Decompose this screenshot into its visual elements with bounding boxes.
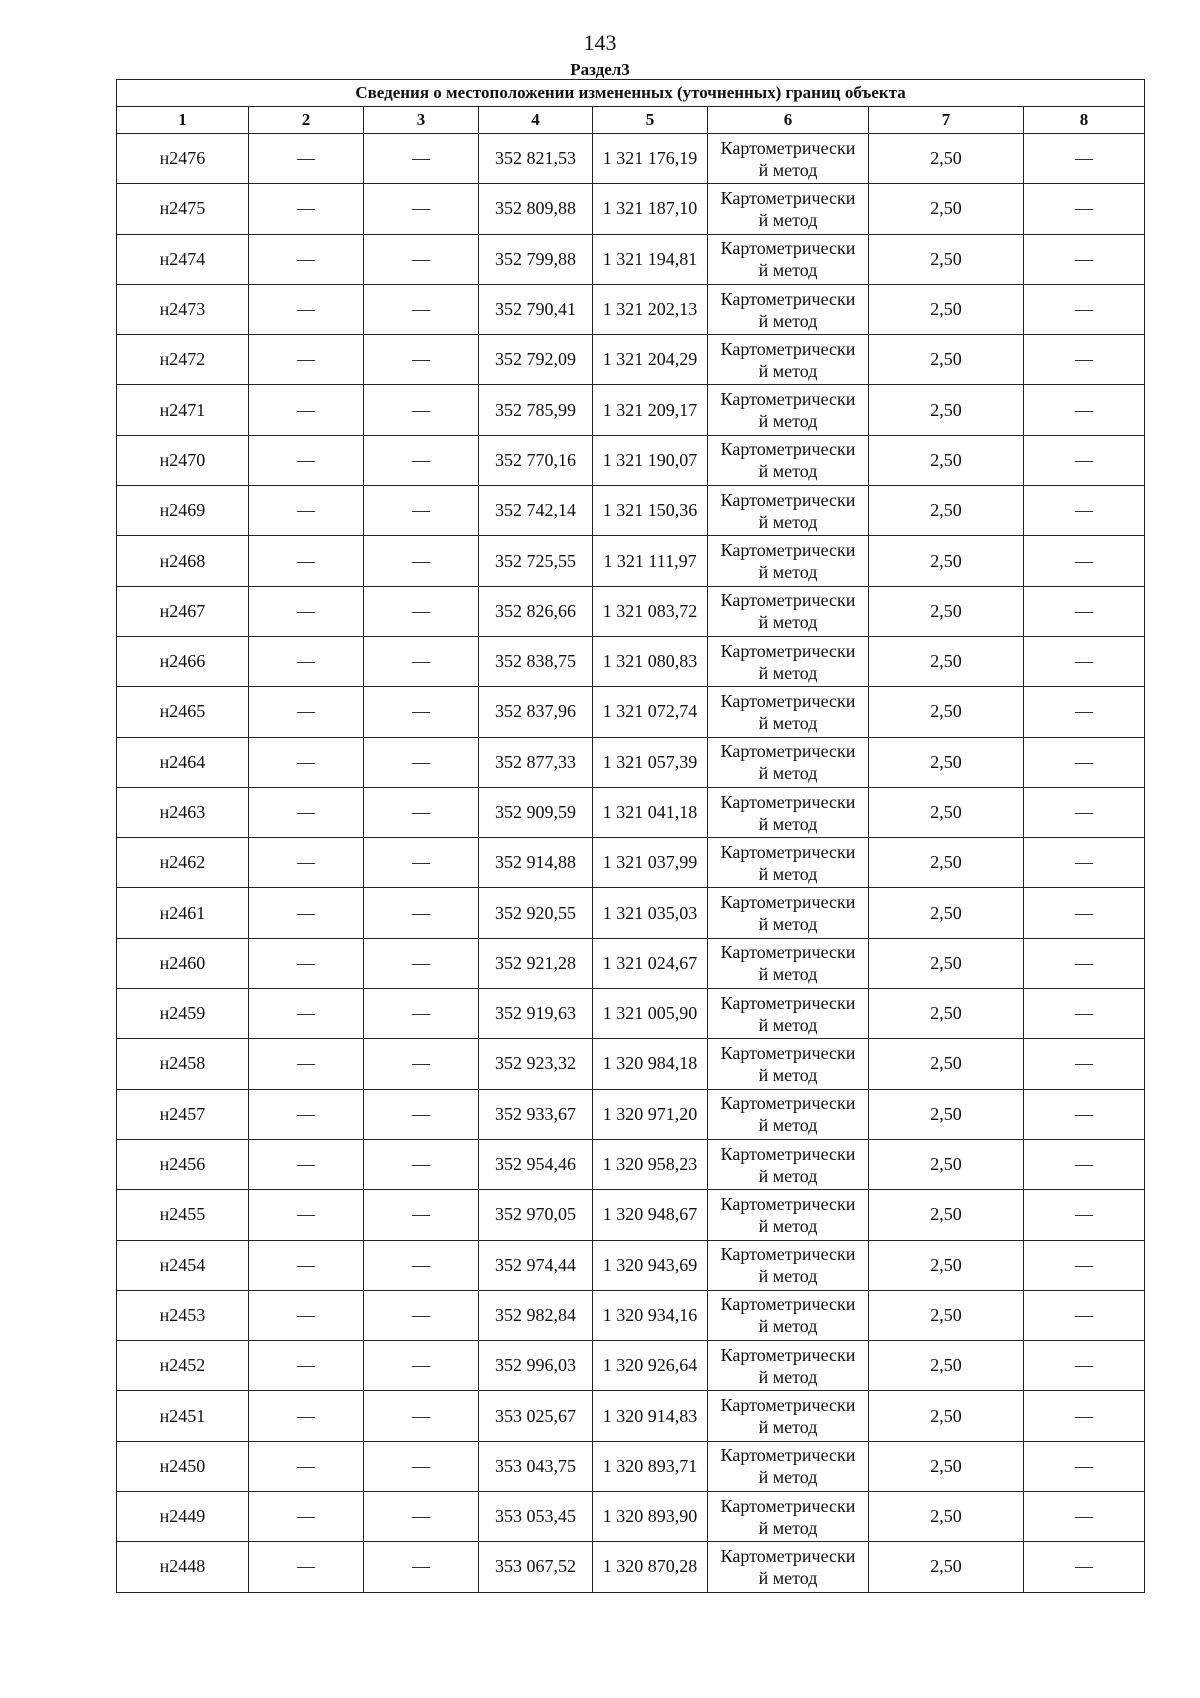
dash-cell: — — [249, 838, 364, 888]
dash-cell: — — [249, 989, 364, 1039]
dash-cell: — — [364, 335, 479, 385]
dash-cell: — — [1024, 1290, 1145, 1340]
column-number: 1 — [117, 107, 249, 134]
table-title: Сведения о местоположении измененных (уточненных) границ объекта — [117, 80, 1145, 107]
y-coordinate-cell: 1 320 914,83 — [593, 1391, 708, 1441]
point-name-cell: н2466 — [117, 636, 249, 686]
accuracy-cell: 2,50 — [869, 989, 1024, 1039]
dash-cell: — — [364, 586, 479, 636]
column-number: 3 — [364, 107, 479, 134]
table-row — [117, 385, 1145, 435]
dash-cell: — — [1024, 335, 1145, 385]
table-row — [117, 1139, 1145, 1189]
dash-cell: — — [249, 1139, 364, 1189]
point-name-cell: н2462 — [117, 838, 249, 888]
x-coordinate-cell: 352 877,33 — [479, 737, 593, 787]
point-name-cell: н2459 — [117, 989, 249, 1039]
table-row — [117, 1341, 1145, 1391]
dash-cell: — — [249, 1190, 364, 1240]
dash-cell: — — [1024, 636, 1145, 686]
method-cell: Картометрически й метод — [708, 234, 869, 284]
dash-cell: — — [249, 134, 364, 184]
table-row — [117, 636, 1145, 686]
dash-cell: — — [364, 184, 479, 234]
dash-cell: — — [1024, 938, 1145, 988]
accuracy-cell: 2,50 — [869, 838, 1024, 888]
dash-cell: — — [1024, 284, 1145, 334]
dash-cell: — — [249, 1441, 364, 1491]
accuracy-cell: 2,50 — [869, 284, 1024, 334]
accuracy-cell: 2,50 — [869, 1089, 1024, 1139]
dash-cell: — — [1024, 586, 1145, 636]
x-coordinate-cell: 352 742,14 — [479, 486, 593, 536]
dash-cell: — — [364, 1341, 479, 1391]
y-coordinate-cell: 1 320 893,71 — [593, 1441, 708, 1491]
y-coordinate-cell: 1 320 934,16 — [593, 1290, 708, 1340]
method-cell: Картометрически й метод — [708, 838, 869, 888]
y-coordinate-cell: 1 321 024,67 — [593, 938, 708, 988]
x-coordinate-cell: 352 809,88 — [479, 184, 593, 234]
dash-cell: — — [1024, 1089, 1145, 1139]
table-row — [117, 586, 1145, 636]
accuracy-cell: 2,50 — [869, 1240, 1024, 1290]
table-row — [117, 1391, 1145, 1441]
dash-cell: — — [249, 1290, 364, 1340]
dash-cell: — — [1024, 435, 1145, 485]
point-name-cell: н2458 — [117, 1039, 249, 1089]
point-name-cell: н2457 — [117, 1089, 249, 1139]
point-name-cell: н2449 — [117, 1492, 249, 1542]
method-cell: Картометрически й метод — [708, 486, 869, 536]
table-row — [117, 184, 1145, 234]
dash-cell: — — [1024, 234, 1145, 284]
method-cell: Картометрически й метод — [708, 1290, 869, 1340]
table-row — [117, 1039, 1145, 1089]
dash-cell: — — [249, 536, 364, 586]
method-cell: Картометрически й метод — [708, 1441, 869, 1491]
dash-cell: — — [364, 435, 479, 485]
dash-cell: — — [1024, 737, 1145, 787]
method-cell: Картометрически й метод — [708, 938, 869, 988]
dash-cell: — — [249, 1240, 364, 1290]
table-row — [117, 284, 1145, 334]
y-coordinate-cell: 1 321 202,13 — [593, 284, 708, 334]
x-coordinate-cell: 353 025,67 — [479, 1391, 593, 1441]
accuracy-cell: 2,50 — [869, 1039, 1024, 1089]
table-row — [117, 737, 1145, 787]
dash-cell: — — [249, 1542, 364, 1592]
method-cell: Картометрически й метод — [708, 687, 869, 737]
dash-cell: — — [364, 486, 479, 536]
y-coordinate-cell: 1 321 072,74 — [593, 687, 708, 737]
table-row — [117, 888, 1145, 938]
point-name-cell: н2464 — [117, 737, 249, 787]
dash-cell: — — [364, 636, 479, 686]
y-coordinate-cell: 1 320 958,23 — [593, 1139, 708, 1189]
accuracy-cell: 2,50 — [869, 737, 1024, 787]
column-number: 5 — [593, 107, 708, 134]
x-coordinate-cell: 352 920,55 — [479, 888, 593, 938]
dash-cell: — — [249, 737, 364, 787]
method-cell: Картометрически й метод — [708, 435, 869, 485]
dash-cell: — — [249, 1039, 364, 1089]
x-coordinate-cell: 352 799,88 — [479, 234, 593, 284]
x-coordinate-cell: 352 838,75 — [479, 636, 593, 686]
dash-cell: — — [364, 1039, 479, 1089]
dash-cell: — — [249, 586, 364, 636]
dash-cell: — — [364, 1139, 479, 1189]
x-coordinate-cell: 352 921,28 — [479, 938, 593, 988]
point-name-cell: н2467 — [117, 586, 249, 636]
dash-cell: — — [1024, 787, 1145, 837]
accuracy-cell: 2,50 — [869, 1391, 1024, 1441]
table-row — [117, 486, 1145, 536]
table-row — [117, 787, 1145, 837]
section-title: Раздел3 — [570, 60, 630, 79]
y-coordinate-cell: 1 321 037,99 — [593, 838, 708, 888]
table-row — [117, 435, 1145, 485]
dash-cell: — — [1024, 385, 1145, 435]
table-body — [117, 134, 1145, 1593]
page-number: 143 — [583, 30, 617, 55]
accuracy-cell: 2,50 — [869, 184, 1024, 234]
method-cell: Картометрически й метод — [708, 1139, 869, 1189]
dash-cell: — — [1024, 687, 1145, 737]
method-cell: Картометрически й метод — [708, 888, 869, 938]
dash-cell: — — [1024, 888, 1145, 938]
y-coordinate-cell: 1 321 190,07 — [593, 435, 708, 485]
column-number: 2 — [249, 107, 364, 134]
accuracy-cell: 2,50 — [869, 1190, 1024, 1240]
dash-cell: — — [1024, 1492, 1145, 1542]
method-cell: Картометрически й метод — [708, 586, 869, 636]
dash-cell: — — [364, 1492, 479, 1542]
method-cell: Картометрически й метод — [708, 536, 869, 586]
accuracy-cell: 2,50 — [869, 134, 1024, 184]
table-row — [117, 1290, 1145, 1340]
y-coordinate-cell: 1 321 057,39 — [593, 737, 708, 787]
y-coordinate-cell: 1 321 176,19 — [593, 134, 708, 184]
dash-cell: — — [364, 888, 479, 938]
table-row — [117, 989, 1145, 1039]
table-row — [117, 1190, 1145, 1240]
y-coordinate-cell: 1 321 041,18 — [593, 787, 708, 837]
method-cell: Картометрически й метод — [708, 989, 869, 1039]
x-coordinate-cell: 352 837,96 — [479, 687, 593, 737]
dash-cell: — — [364, 1190, 479, 1240]
coordinates-table — [116, 79, 1145, 1593]
dash-cell: — — [1024, 536, 1145, 586]
y-coordinate-cell: 1 321 204,29 — [593, 335, 708, 385]
method-cell: Картометрически й метод — [708, 1039, 869, 1089]
dash-cell: — — [249, 938, 364, 988]
y-coordinate-cell: 1 320 984,18 — [593, 1039, 708, 1089]
point-name-cell: н2451 — [117, 1391, 249, 1441]
dash-cell: — — [1024, 838, 1145, 888]
method-cell: Картометрически й метод — [708, 1089, 869, 1139]
y-coordinate-cell: 1 321 083,72 — [593, 586, 708, 636]
accuracy-cell: 2,50 — [869, 234, 1024, 284]
dash-cell: — — [249, 636, 364, 686]
dash-cell: — — [364, 134, 479, 184]
accuracy-cell: 2,50 — [869, 888, 1024, 938]
table-row — [117, 234, 1145, 284]
method-cell: Картометрически й метод — [708, 1492, 869, 1542]
x-coordinate-cell: 352 909,59 — [479, 787, 593, 837]
accuracy-cell: 2,50 — [869, 335, 1024, 385]
dash-cell: — — [249, 1492, 364, 1542]
point-name-cell: н2448 — [117, 1542, 249, 1592]
point-name-cell: н2470 — [117, 435, 249, 485]
column-number: 8 — [1024, 107, 1145, 134]
point-name-cell: н2473 — [117, 284, 249, 334]
accuracy-cell: 2,50 — [869, 586, 1024, 636]
x-coordinate-cell: 352 785,99 — [479, 385, 593, 435]
x-coordinate-cell: 352 790,41 — [479, 284, 593, 334]
x-coordinate-cell: 352 826,66 — [479, 586, 593, 636]
dash-cell: — — [1024, 989, 1145, 1039]
dash-cell: — — [364, 737, 479, 787]
dash-cell: — — [249, 1341, 364, 1391]
method-cell: Картометрически й метод — [708, 636, 869, 686]
table-row — [117, 1542, 1145, 1592]
dash-cell: — — [1024, 1139, 1145, 1189]
x-coordinate-cell: 352 770,16 — [479, 435, 593, 485]
point-name-cell: н2475 — [117, 184, 249, 234]
method-cell: Картометрически й метод — [708, 787, 869, 837]
accuracy-cell: 2,50 — [869, 1139, 1024, 1189]
dash-cell: — — [364, 1240, 479, 1290]
point-name-cell: н2469 — [117, 486, 249, 536]
method-cell: Картометрически й метод — [708, 1542, 869, 1592]
column-number: 7 — [869, 107, 1024, 134]
dash-cell: — — [249, 184, 364, 234]
x-coordinate-cell: 353 053,45 — [479, 1492, 593, 1542]
y-coordinate-cell: 1 321 005,90 — [593, 989, 708, 1039]
accuracy-cell: 2,50 — [869, 385, 1024, 435]
accuracy-cell: 2,50 — [869, 1441, 1024, 1491]
y-coordinate-cell: 1 320 971,20 — [593, 1089, 708, 1139]
point-name-cell: н2460 — [117, 938, 249, 988]
point-name-cell: н2463 — [117, 787, 249, 837]
dash-cell: — — [249, 435, 364, 485]
dash-cell: — — [249, 1391, 364, 1441]
point-name-cell: н2476 — [117, 134, 249, 184]
dash-cell: — — [1024, 1391, 1145, 1441]
x-coordinate-cell: 352 970,05 — [479, 1190, 593, 1240]
x-coordinate-cell: 352 982,84 — [479, 1290, 593, 1340]
y-coordinate-cell: 1 320 893,90 — [593, 1492, 708, 1542]
dash-cell: — — [364, 1290, 479, 1340]
dash-cell: — — [1024, 1341, 1145, 1391]
dash-cell: — — [1024, 1441, 1145, 1491]
table-row — [117, 1240, 1145, 1290]
point-name-cell: н2471 — [117, 385, 249, 435]
accuracy-cell: 2,50 — [869, 687, 1024, 737]
accuracy-cell: 2,50 — [869, 435, 1024, 485]
table-row — [117, 1492, 1145, 1542]
table-row — [117, 687, 1145, 737]
accuracy-cell: 2,50 — [869, 1492, 1024, 1542]
dash-cell: — — [249, 888, 364, 938]
dash-cell: — — [1024, 1240, 1145, 1290]
y-coordinate-cell: 1 321 150,36 — [593, 486, 708, 536]
method-cell: Картометрически й метод — [708, 184, 869, 234]
dash-cell: — — [249, 1089, 364, 1139]
x-coordinate-cell: 353 043,75 — [479, 1441, 593, 1491]
dash-cell: — — [249, 486, 364, 536]
method-cell: Картометрически й метод — [708, 134, 869, 184]
accuracy-cell: 2,50 — [869, 1542, 1024, 1592]
point-name-cell: н2455 — [117, 1190, 249, 1240]
method-cell: Картометрически й метод — [708, 1391, 869, 1441]
table-row — [117, 838, 1145, 888]
accuracy-cell: 2,50 — [869, 536, 1024, 586]
dash-cell: — — [1024, 1190, 1145, 1240]
y-coordinate-cell: 1 320 926,64 — [593, 1341, 708, 1391]
x-coordinate-cell: 352 792,09 — [479, 335, 593, 385]
method-cell: Картометрически й метод — [708, 385, 869, 435]
method-cell: Картометрически й метод — [708, 335, 869, 385]
dash-cell: — — [1024, 134, 1145, 184]
y-coordinate-cell: 1 320 870,28 — [593, 1542, 708, 1592]
point-name-cell: н2468 — [117, 536, 249, 586]
x-coordinate-cell: 352 996,03 — [479, 1341, 593, 1391]
table-row — [117, 134, 1145, 184]
dash-cell: — — [364, 385, 479, 435]
dash-cell: — — [364, 938, 479, 988]
dash-cell: — — [249, 787, 364, 837]
accuracy-cell: 2,50 — [869, 938, 1024, 988]
dash-cell: — — [364, 1089, 479, 1139]
y-coordinate-cell: 1 321 035,03 — [593, 888, 708, 938]
x-coordinate-cell: 352 821,53 — [479, 134, 593, 184]
dash-cell: — — [249, 335, 364, 385]
method-cell: Картометрически й метод — [708, 1190, 869, 1240]
dash-cell: — — [364, 234, 479, 284]
dash-cell: — — [364, 1542, 479, 1592]
accuracy-cell: 2,50 — [869, 1290, 1024, 1340]
dash-cell: — — [1024, 1542, 1145, 1592]
x-coordinate-cell: 353 067,52 — [479, 1542, 593, 1592]
method-cell: Картометрически й метод — [708, 284, 869, 334]
method-cell: Картометрически й метод — [708, 1341, 869, 1391]
y-coordinate-cell: 1 321 111,97 — [593, 536, 708, 586]
x-coordinate-cell: 352 954,46 — [479, 1139, 593, 1189]
point-name-cell: н2453 — [117, 1290, 249, 1340]
point-name-cell: н2474 — [117, 234, 249, 284]
y-coordinate-cell: 1 320 943,69 — [593, 1240, 708, 1290]
accuracy-cell: 2,50 — [869, 787, 1024, 837]
method-cell: Картометрически й метод — [708, 1240, 869, 1290]
accuracy-cell: 2,50 — [869, 486, 1024, 536]
y-coordinate-cell: 1 321 209,17 — [593, 385, 708, 435]
x-coordinate-cell: 352 923,32 — [479, 1039, 593, 1089]
dash-cell: — — [1024, 184, 1145, 234]
x-coordinate-cell: 352 974,44 — [479, 1240, 593, 1290]
column-number: 6 — [708, 107, 869, 134]
dash-cell: — — [364, 989, 479, 1039]
dash-cell: — — [1024, 486, 1145, 536]
method-cell: Картометрически й метод — [708, 737, 869, 787]
x-coordinate-cell: 352 933,67 — [479, 1089, 593, 1139]
point-name-cell: н2454 — [117, 1240, 249, 1290]
x-coordinate-cell: 352 725,55 — [479, 536, 593, 586]
point-name-cell: н2465 — [117, 687, 249, 737]
dash-cell: — — [249, 385, 364, 435]
dash-cell: — — [364, 536, 479, 586]
dash-cell: — — [364, 787, 479, 837]
y-coordinate-cell: 1 321 080,83 — [593, 636, 708, 686]
dash-cell: — — [249, 284, 364, 334]
table-row — [117, 335, 1145, 385]
dash-cell: — — [364, 687, 479, 737]
x-coordinate-cell: 352 919,63 — [479, 989, 593, 1039]
table-row — [117, 938, 1145, 988]
dash-cell: — — [364, 1441, 479, 1491]
point-name-cell: н2456 — [117, 1139, 249, 1189]
table-row — [117, 1441, 1145, 1491]
point-name-cell: н2450 — [117, 1441, 249, 1491]
dash-cell: — — [364, 838, 479, 888]
dash-cell: — — [364, 284, 479, 334]
dash-cell: — — [249, 687, 364, 737]
dash-cell: — — [249, 234, 364, 284]
point-name-cell: н2452 — [117, 1341, 249, 1391]
column-number-row — [117, 107, 1145, 134]
column-number: 4 — [479, 107, 593, 134]
dash-cell: — — [364, 1391, 479, 1441]
point-name-cell: н2461 — [117, 888, 249, 938]
y-coordinate-cell: 1 321 194,81 — [593, 234, 708, 284]
table-row — [117, 536, 1145, 586]
table-row — [117, 1089, 1145, 1139]
y-coordinate-cell: 1 320 948,67 — [593, 1190, 708, 1240]
accuracy-cell: 2,50 — [869, 1341, 1024, 1391]
point-name-cell: н2472 — [117, 335, 249, 385]
y-coordinate-cell: 1 321 187,10 — [593, 184, 708, 234]
x-coordinate-cell: 352 914,88 — [479, 838, 593, 888]
accuracy-cell: 2,50 — [869, 636, 1024, 686]
dash-cell: — — [1024, 1039, 1145, 1089]
